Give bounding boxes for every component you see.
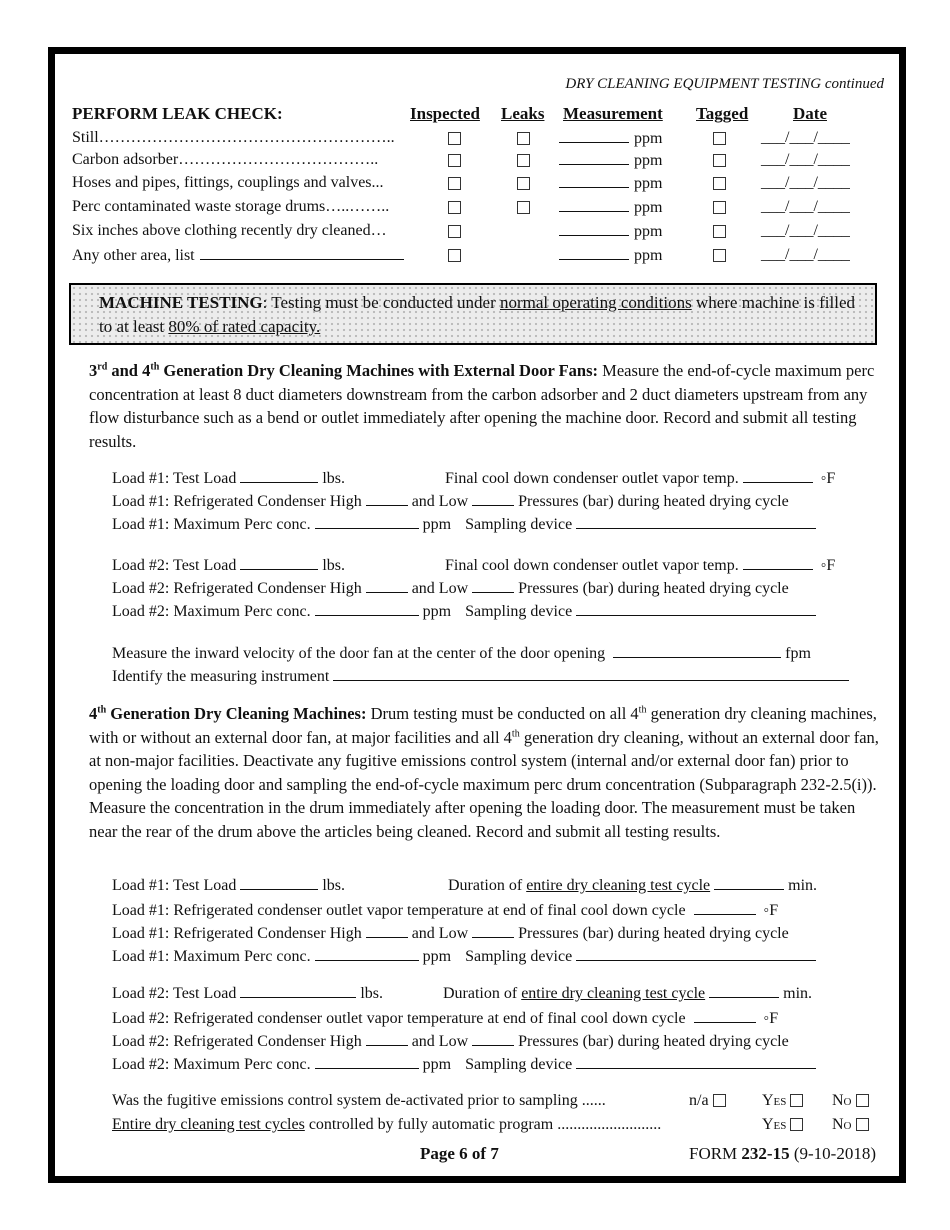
measurement-field [559, 196, 662, 219]
temp-field[interactable] [743, 467, 813, 483]
gen3-h-a: 3 [89, 361, 98, 380]
gen4-body-1: Drum testing must be conducted on all 4 [366, 704, 639, 723]
q1-na-checkbox[interactable] [713, 1094, 726, 1107]
unit: ppm [422, 948, 452, 965]
label: Sampling device [465, 516, 573, 533]
ppm-unit: ppm [634, 223, 663, 240]
label-underlined: entire dry cleaning test cycle [521, 985, 706, 1002]
other-area-field[interactable] [200, 244, 404, 260]
machine-testing-label: MACHINE TESTING [99, 293, 263, 312]
question-automatic [112, 1114, 661, 1136]
device-field[interactable] [576, 513, 816, 529]
ppm-unit: ppm [634, 175, 663, 192]
gen3-h-c: Generation Dry Cleaning Machines with External Door Fans: [159, 361, 599, 380]
label: Final cool down condenser outlet vapor temp. [445, 470, 739, 487]
measurement-field [559, 220, 662, 243]
col-leaks: Leaks [501, 104, 545, 123]
machine-testing-box [69, 283, 877, 345]
label: Measure the inward velocity of the door fan at the center of the door opening [112, 645, 606, 662]
test-load-field[interactable] [240, 982, 356, 998]
gen3-load1-line1 [112, 467, 345, 490]
measurement-field [559, 172, 662, 195]
label: Pressures (bar) during heated drying cycle [518, 1033, 789, 1050]
gen3-paragraph [89, 359, 884, 453]
label: Sampling device [465, 1056, 573, 1073]
gen3-heading [89, 361, 598, 380]
label: Load #1: Test Load [112, 877, 237, 894]
leaks-checkbox[interactable] [517, 132, 530, 145]
gen3-load1-line3 [112, 513, 816, 536]
label: Sampling device [465, 603, 573, 620]
label: Load #2: Refrigerated condenser outlet vapor temperature at end of final cool down cycle [112, 1010, 686, 1027]
high-field[interactable] [366, 577, 408, 593]
tagged-checkbox[interactable] [713, 154, 726, 167]
gen4-sup-1: th [638, 704, 647, 716]
inspected-checkbox[interactable] [448, 132, 461, 145]
unit: lbs. [322, 557, 346, 574]
temp-field[interactable] [694, 1007, 756, 1023]
label: and Low [411, 925, 469, 942]
unit: ◦F [763, 902, 779, 919]
measurement-input[interactable] [559, 196, 629, 212]
q2-no-option [832, 1114, 869, 1136]
low-field[interactable] [472, 922, 514, 938]
gen4-load1-line2 [112, 899, 778, 922]
unit: ppm [422, 1056, 452, 1073]
machine-testing-t2: where machine is filled to at least [99, 293, 856, 336]
measurement-field [559, 244, 662, 267]
gen4-load2-line2 [112, 1007, 778, 1030]
gen3-body: Measure the end-of-cycle maximum perc concentration at least 8 duct diameters downstream from the carbon adsorber and 2 duct diameters upstream from any flow disturbance such as a bend or outlet immediately after opening the machine door. Record and submit all testing results. [89, 361, 875, 451]
label: Pressures (bar) during heated drying cycle [518, 493, 789, 510]
inspected-checkbox[interactable] [448, 177, 461, 190]
machine-testing-u1: normal operating conditions [500, 293, 692, 312]
velocity-field[interactable] [613, 642, 781, 658]
col-tagged: Tagged [696, 104, 749, 123]
gen3-sup-a: rd [97, 361, 108, 373]
perc-field[interactable] [315, 945, 419, 961]
tagged-checkbox[interactable] [713, 201, 726, 214]
unit: ◦F [820, 557, 836, 574]
leak-row-label: Still……………………………………………….. [72, 129, 395, 146]
q2-text: controlled by fully automatic program .......................... [304, 1116, 662, 1133]
machine-testing-t1: : Testing must be conducted under [262, 293, 500, 312]
temp-field[interactable] [694, 899, 756, 915]
leak-row-label: Carbon adsorber……………………………….. [72, 151, 379, 168]
gen4-load1-line4 [112, 945, 816, 968]
low-field[interactable] [472, 1030, 514, 1046]
ppm-unit: ppm [634, 130, 663, 147]
inspected-checkbox[interactable] [448, 201, 461, 214]
label: Pressures (bar) during heated drying cycle [518, 580, 789, 597]
q2-yes-option [762, 1114, 803, 1136]
label: Load #2: Refrigerated Condenser High [112, 1033, 362, 1050]
date-field[interactable]: ___/___/____ [761, 174, 850, 191]
label: Final cool down condenser outlet vapor temp. [445, 557, 739, 574]
q2-underlined: Entire dry cleaning test cycles [112, 1116, 305, 1133]
machine-testing-u2: 80% of rated capacity. [168, 317, 321, 336]
inspected-checkbox[interactable] [448, 154, 461, 167]
col-inspected: Inspected [410, 104, 480, 123]
perc-field[interactable] [315, 513, 419, 529]
date-field[interactable]: ___/___/____ [761, 246, 850, 263]
high-field[interactable] [366, 922, 408, 938]
label: Duration of [443, 985, 522, 1002]
tagged-checkbox[interactable] [713, 249, 726, 262]
temp-field[interactable] [743, 554, 813, 570]
gen4-h-a: 4 [89, 704, 98, 723]
label: Load #2: Maximum Perc conc. [112, 603, 311, 620]
test-load-field[interactable] [240, 554, 318, 570]
label: Load #1: Maximum Perc conc. [112, 948, 311, 965]
label-underlined: entire dry cleaning test cycle [526, 877, 711, 894]
gen3-sup-b: th [150, 361, 160, 373]
measurement-input[interactable] [559, 127, 629, 143]
device-field[interactable] [576, 1053, 816, 1069]
date-field[interactable]: ___/___/____ [761, 198, 850, 215]
instrument-field[interactable] [333, 665, 849, 681]
gen4-load2-duration [443, 982, 812, 1005]
velocity-line [112, 642, 811, 665]
gen4-load1-line3 [112, 922, 789, 945]
duration-field[interactable] [714, 874, 784, 890]
label: Sampling device [465, 948, 573, 965]
unit: fpm [785, 645, 811, 662]
leak-row-label: Six inches above clothing recently dry cleaned… [72, 222, 387, 239]
na-label: n/a [689, 1092, 709, 1109]
date-field[interactable]: ___/___/____ [761, 151, 850, 168]
q1-na-option [689, 1090, 726, 1112]
gen3-load1-line2 [112, 490, 789, 513]
label: Load #1: Refrigerated Condenser High [112, 493, 362, 510]
gen4-h-b: Generation Dry Cleaning Machines: [106, 704, 367, 723]
unit: lbs. [322, 877, 346, 894]
ppm-unit: ppm [634, 152, 663, 169]
page-number: Page 6 of 7 [420, 1144, 499, 1163]
tagged-checkbox[interactable] [713, 177, 726, 190]
gen4-load2-line4 [112, 1053, 816, 1076]
gen3-h-b: and 4 [107, 361, 151, 380]
gen3-load2-line1 [112, 554, 345, 577]
yes-label: Yes [762, 1092, 787, 1109]
gen4-heading [89, 704, 366, 723]
label: Load #2: Test Load [112, 557, 237, 574]
label: Pressures (bar) during heated drying cycle [518, 925, 789, 942]
gen4-sup-a: th [97, 704, 107, 716]
label: Load #1: Test Load [112, 470, 237, 487]
col-date: Date [793, 104, 827, 123]
label: Load #2: Refrigerated Condenser High [112, 580, 362, 597]
duration-field[interactable] [709, 982, 779, 998]
test-load-field[interactable] [240, 467, 318, 483]
no-label: No [832, 1116, 852, 1133]
form-number [689, 1144, 876, 1164]
form-code: 232-15 [741, 1144, 790, 1163]
unit: lbs. [360, 985, 384, 1002]
measurement-input[interactable] [559, 149, 629, 165]
q2-yes-checkbox[interactable] [790, 1118, 803, 1131]
question-deactivated: Was the fugitive emissions control system de-activated prior to sampling ...... [112, 1092, 606, 1109]
inspected-checkbox[interactable] [448, 225, 461, 238]
label: Load #2: Maximum Perc conc. [112, 1056, 311, 1073]
high-field[interactable] [366, 490, 408, 506]
measurement-field [559, 149, 662, 172]
perc-field[interactable] [315, 600, 419, 616]
q1-yes-option [762, 1090, 803, 1112]
unit: min. [788, 877, 818, 894]
unit: ◦F [820, 470, 836, 487]
tagged-checkbox[interactable] [713, 225, 726, 238]
label: Load #1: Maximum Perc conc. [112, 516, 311, 533]
inspected-checkbox[interactable] [448, 249, 461, 262]
measurement-field [559, 127, 662, 150]
high-field[interactable] [366, 1030, 408, 1046]
leak-row-label: Perc contaminated waste storage drums…..…….. [72, 198, 390, 215]
gen3-load2-line3 [112, 600, 816, 623]
leaks-checkbox[interactable] [517, 201, 530, 214]
test-load-field[interactable] [240, 874, 318, 890]
gen3-load2-temp [445, 554, 835, 577]
q1-no-option [832, 1090, 869, 1112]
gen4-load2-line3 [112, 1030, 789, 1053]
label: and Low [411, 1033, 469, 1050]
ppm-unit: ppm [634, 247, 663, 264]
device-field[interactable] [576, 945, 816, 961]
leaks-checkbox[interactable] [517, 154, 530, 167]
gen3-load2-line2 [112, 577, 789, 600]
date-field[interactable]: ___/___/____ [761, 129, 850, 146]
q1-yes-checkbox[interactable] [790, 1094, 803, 1107]
tagged-checkbox[interactable] [713, 132, 726, 145]
gen4-body-2: generation dry cleaning machines, with or without an external door fan, at major facilities and all 4 [89, 704, 877, 747]
label: Load #2: Test Load [112, 985, 237, 1002]
low-field[interactable] [472, 577, 514, 593]
label: and Low [411, 580, 469, 597]
machine-testing-text [99, 291, 869, 339]
date-field[interactable]: ___/___/____ [761, 222, 850, 239]
measurement-input[interactable] [559, 220, 629, 236]
form-label: FORM [688, 1144, 742, 1163]
leak-check-title: PERFORM LEAK CHECK: [72, 104, 283, 123]
leak-row-text: Any other area, list [72, 247, 195, 264]
gen4-body-3: generation dry cleaning, without an external door fan, at non-major facilities. Deactivate any fugitive emissions control system (internal and/or external door fan) prior to opening the loading door and sampling the end-of-cycle maximum perc drum concentration (Subparagraph 232-2.5(i)). Measure the concentration in the drum immediately after opening the loading door. The measurement must be taken near the rear of the drum above the articles being cleaned. Record and submit all testing results. [89, 727, 879, 841]
measurement-input[interactable] [559, 172, 629, 188]
yes-label: Yes [762, 1116, 787, 1133]
label: Identify the measuring instrument [112, 668, 330, 685]
unit: ppm [422, 603, 452, 620]
leaks-checkbox[interactable] [517, 177, 530, 190]
label: Load #1: Refrigerated Condenser High [112, 925, 362, 942]
continued-header: DRY CLEANING EQUIPMENT TESTING continued [565, 76, 884, 92]
instrument-line [112, 665, 849, 688]
gen4-sup-2: th [511, 728, 520, 739]
q1-no-checkbox[interactable] [856, 1094, 869, 1107]
label: Load #1: Refrigerated condenser outlet vapor temperature at end of final cool down cycle [112, 902, 686, 919]
gen4-paragraph [89, 702, 884, 843]
low-field[interactable] [472, 490, 514, 506]
measurement-input[interactable] [559, 244, 629, 260]
unit: min. [783, 985, 813, 1002]
q2-no-checkbox[interactable] [856, 1118, 869, 1131]
label: Duration of [448, 877, 527, 894]
perc-field[interactable] [315, 1053, 419, 1069]
unit: ppm [422, 516, 452, 533]
no-label: No [832, 1092, 852, 1109]
device-field[interactable] [576, 600, 816, 616]
unit: ◦F [763, 1010, 779, 1027]
gen4-load1-line1 [112, 874, 345, 897]
col-measurement: Measurement [563, 104, 663, 123]
label: and Low [411, 493, 469, 510]
leak-row-label [72, 244, 404, 267]
gen4-load2-line1 [112, 982, 383, 1005]
gen4-load1-duration [448, 874, 817, 897]
leak-row-label: Hoses and pipes, fittings, couplings and valves... [72, 174, 384, 191]
gen3-load1-temp [445, 467, 835, 490]
form-date: (9-10-2018) [789, 1144, 876, 1163]
ppm-unit: ppm [634, 199, 663, 216]
unit: lbs. [322, 470, 346, 487]
